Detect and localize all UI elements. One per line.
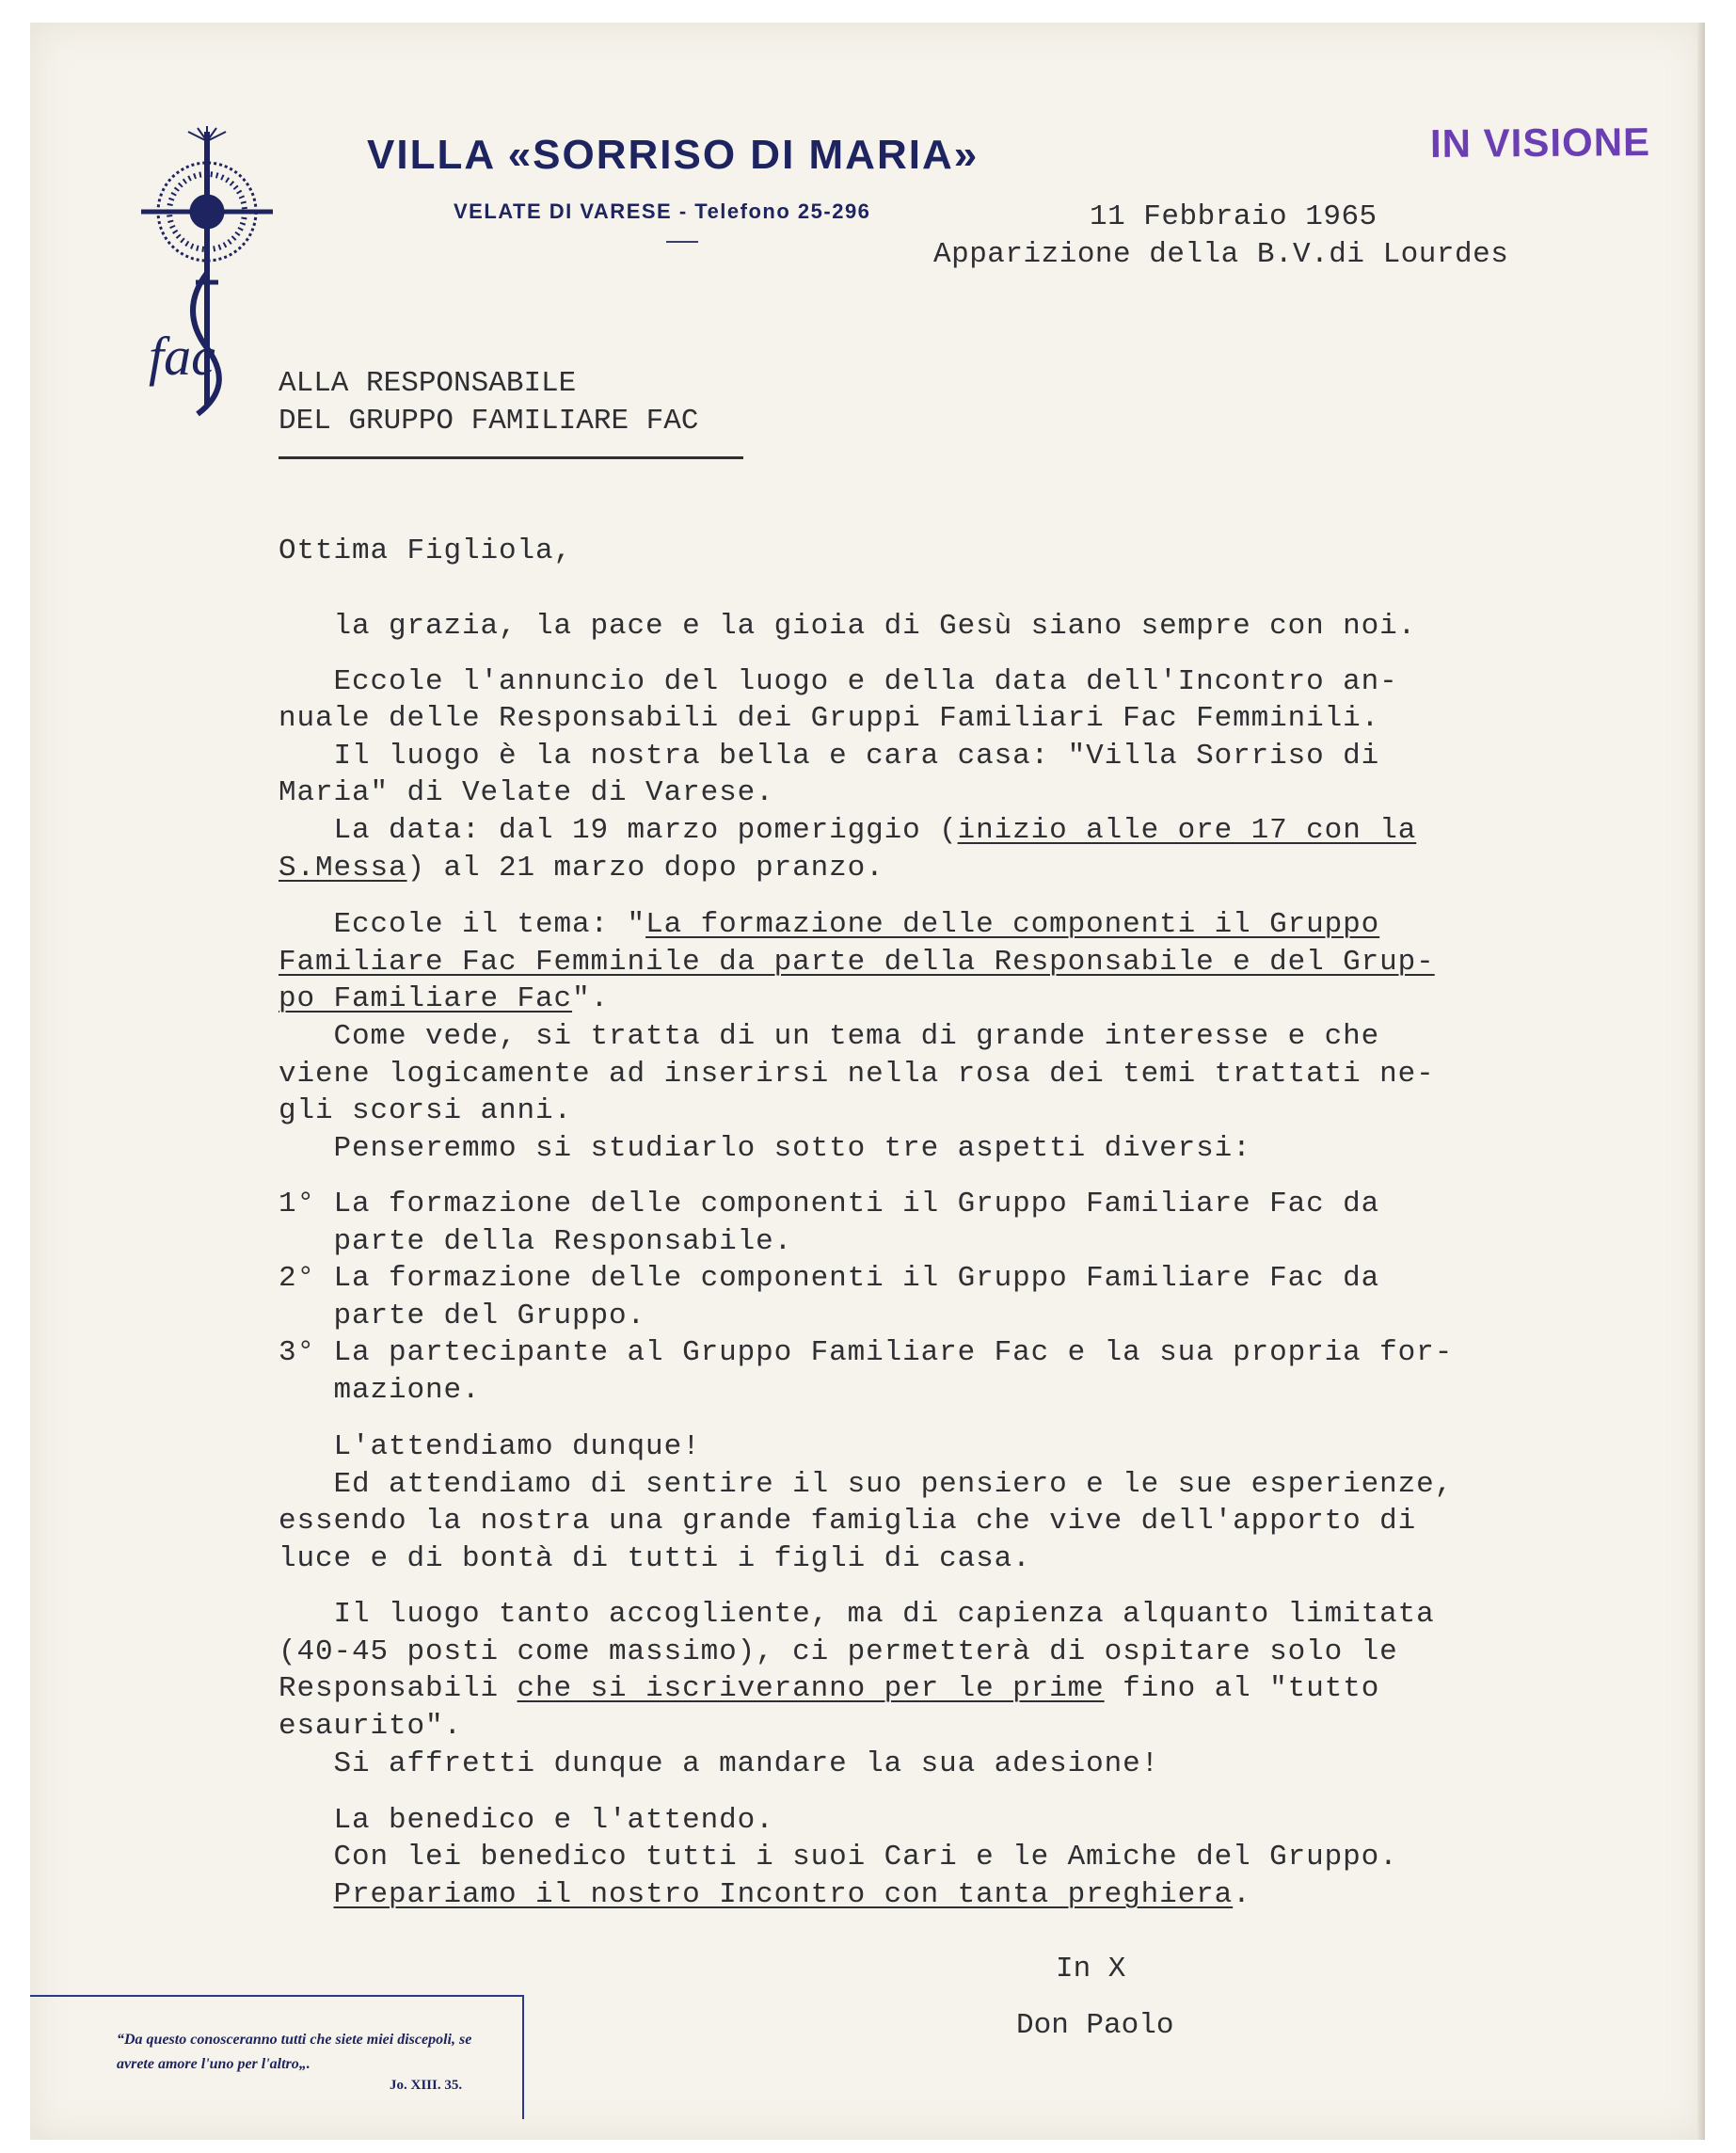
fac-logo-text: fac xyxy=(149,326,215,387)
addressee-line-1: ALLA RESPONSABILE xyxy=(279,367,577,400)
body-line: Maria" di Velate di Varese. xyxy=(279,776,774,809)
body-line: Eccole l'annuncio del luogo e della data dell'Incontro an- xyxy=(279,665,1398,698)
body-text: . xyxy=(1233,1878,1251,1911)
body-line: Ed attendiamo di sentire il suo pensiero e le sue esperienze, xyxy=(279,1468,1454,1501)
letter-date: 11 Febbraio 1965 xyxy=(1090,200,1378,233)
quote-text: “Da questo conosceranno tutti che siete miei discepoli, se avrete amore l'uno per l'altro„. xyxy=(117,2032,472,2072)
list-item: 3° La partecipante al Gruppo Familiare Fac e la sua propria for- xyxy=(279,1336,1454,1369)
letterhead-divider xyxy=(666,241,698,243)
list-item: parte della Responsabile. xyxy=(279,1225,793,1258)
letterhead-title: VILLA «SORRISO DI MARIA» xyxy=(367,132,979,178)
in-visione-stamp: IN VISIONE xyxy=(1429,119,1651,167)
body-line: gli scorsi anni. xyxy=(279,1094,573,1127)
body-line: nuale delle Responsabili dei Gruppi Familiari Fac Femminili. xyxy=(279,702,1380,735)
body-line xyxy=(279,814,1416,847)
greeting: Ottima Figliola, xyxy=(279,534,573,567)
addressee-underline xyxy=(279,456,743,459)
body-line xyxy=(279,982,609,1015)
signature-name: Don Paolo xyxy=(1016,2009,1174,2042)
body-text: Responsabili xyxy=(279,1672,518,1705)
body-line: Con lei benedico tutti i suoi Cari e le Amiche del Gruppo. xyxy=(279,1841,1398,1874)
body-line: Penseremmo si studiarlo sotto tre aspetti diversi: xyxy=(279,1132,1251,1165)
quote-reference: Jo. XIII. 35. xyxy=(390,2078,463,2093)
body-text: ". xyxy=(572,982,610,1015)
letterhead-subtitle: VELATE DI VARESE - Telefono 25-296 xyxy=(454,199,871,223)
body-line xyxy=(279,852,884,885)
underlined-text: La formazione delle componenti il Gruppo xyxy=(645,908,1380,941)
body-line: Si affretti dunque a mandare la sua adesione! xyxy=(279,1747,1160,1780)
addressee-line-2: DEL GRUPPO FAMILIARE FAC xyxy=(279,405,699,438)
body-line: Come vede, si tratta di un tema di grande interesse e che xyxy=(279,1020,1380,1053)
body-line: (40-45 posti come massimo), ci permetterà di ospitare solo le xyxy=(279,1635,1398,1668)
body-line: essendo la nostra una grande famiglia che vive dell'apporto di xyxy=(279,1505,1417,1538)
body-line xyxy=(279,1672,1379,1705)
signature-in-x: In X xyxy=(1056,1953,1126,1986)
list-item: 1° La formazione delle componenti il Gruppo Familiare Fac da xyxy=(279,1188,1380,1220)
body-line xyxy=(279,908,1379,941)
body-line xyxy=(279,1878,1251,1911)
underlined-text: che si iscriveranno per le prime xyxy=(517,1672,1105,1705)
body-line: viene logicamente ad inserirsi nella rosa dei temi trattati ne- xyxy=(279,1058,1435,1091)
body-line-underlined: Familiare Fac Femminile da parte della Responsabile e del Grup- xyxy=(279,946,1435,979)
body-line: Il luogo tanto accogliente, ma di capienza alquanto limitata xyxy=(279,1598,1435,1631)
body-text: ) al 21 marzo dopo pranzo. xyxy=(406,852,884,885)
body-line: esaurito". xyxy=(279,1710,463,1743)
body-line: La benedico e l'attendo. xyxy=(279,1804,774,1837)
underlined-text: S.Messa xyxy=(279,852,407,885)
list-item: 2° La formazione delle componenti il Gruppo Familiare Fac da xyxy=(279,1262,1380,1295)
body-text xyxy=(279,1878,334,1911)
body-text: fino al "tutto xyxy=(1104,1672,1380,1705)
body-line: L'attendiamo dunque! xyxy=(279,1430,701,1463)
list-item: mazione. xyxy=(279,1374,481,1407)
body-line: la grazia, la pace e la gioia di Gesù siano sempre con noi. xyxy=(279,610,1417,643)
body-line: luce e di bontà di tutti i figli di casa. xyxy=(279,1542,1031,1575)
underlined-text: inizio alle ore 17 con la xyxy=(957,814,1417,847)
letter-date-feast: Apparizione della B.V.di Lourdes xyxy=(933,238,1509,271)
body-text: Eccole il tema: " xyxy=(279,908,646,941)
body-line: Il luogo è la nostra bella e cara casa: "Villa Sorriso di xyxy=(279,740,1380,773)
list-item: parte del Gruppo. xyxy=(279,1300,646,1332)
body-text: La data: dal 19 marzo pomeriggio ( xyxy=(279,814,958,847)
underlined-text: Prepariamo il nostro Incontro con tanta preghiera xyxy=(333,1878,1234,1911)
underlined-text: po Familiare Fac xyxy=(279,982,573,1015)
